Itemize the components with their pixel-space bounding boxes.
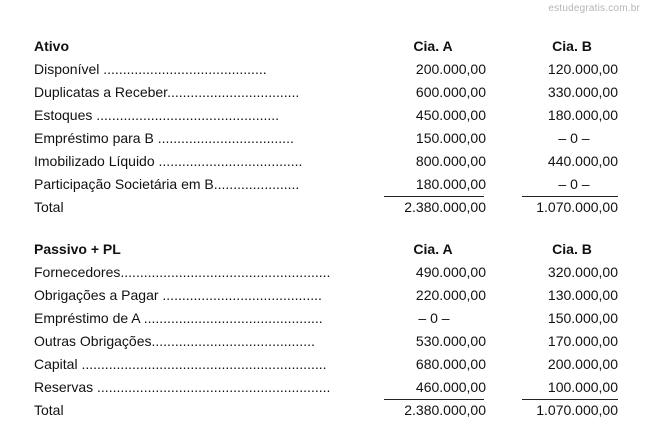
table-row [34,173,624,196]
table-row [34,150,624,173]
row-label: Reservas ............................................................ [34,379,331,395]
table-row [34,353,624,376]
passivo-header-row [34,238,624,261]
cia-b-value: 150.000,00 [547,310,618,326]
total-label: Total [34,199,64,215]
cia-a-value: 460.000,00 [415,379,486,395]
total-cia-a: 2.380.000,00 [404,199,486,215]
row-label: Estoques ............................................... [34,107,280,123]
cia-b-value: 170.000,00 [547,333,618,349]
cia-b-value: 100.000,00 [547,379,618,395]
row-label: Fornecedores...................................................... [34,264,331,280]
table-row [34,58,624,81]
ativo-header-label: Ativo [34,38,69,54]
cia-b-value: 200.000,00 [547,356,618,372]
table-row [34,376,624,399]
passivo-table [34,238,624,422]
ativo-table [34,35,624,219]
table-row [34,81,624,104]
cia-a-value: 450.000,00 [415,107,486,123]
row-label: Outras Obrigações.......................................... [34,333,315,349]
cia-a-value: 220.000,00 [415,287,486,303]
row-label: Obrigações a Pagar ......................................... [34,287,322,303]
total-cia-b: 1.070.000,00 [536,402,618,418]
passivo-header-cia-a: Cia. A [413,241,453,257]
cia-b-value: – 0 – [558,176,590,192]
total-cia-a: 2.380.000,00 [404,402,486,418]
cia-a-value: 680.000,00 [415,356,486,372]
table-row [34,284,624,307]
passivo-header-label: Passivo + PL [34,241,121,257]
cia-a-value: 800.000,00 [415,153,486,169]
table-row [34,307,624,330]
ativo-header-row [34,35,624,58]
total-row [34,399,624,422]
cia-b-value: 180.000,00 [547,107,618,123]
total-row [34,196,624,219]
total-cia-b: 1.070.000,00 [536,199,618,215]
table-row [34,261,624,284]
row-label: Duplicatas a Receber.................................. [34,84,300,100]
row-label: Empréstimo para B ................................... [34,130,294,146]
cia-a-value: 200.000,00 [415,61,486,77]
cia-b-value: 120.000,00 [547,61,618,77]
watermark: estudegratis.com.br [548,3,640,14]
row-label: Disponível .......................................... [34,61,267,77]
cia-a-value: 600.000,00 [415,84,486,100]
ativo-header-cia-b: Cia. B [552,38,592,54]
cia-b-value: 330.000,00 [547,84,618,100]
cia-a-value: – 0 – [418,310,450,326]
passivo-header-cia-b: Cia. B [552,241,592,257]
cia-a-value: 150.000,00 [415,130,486,146]
total-label: Total [34,402,64,418]
cia-b-value: 440.000,00 [547,153,618,169]
row-label: Participação Societária em B...................... [34,176,300,192]
table-row [34,330,624,353]
row-label: Capital ............................................................... [34,356,327,372]
ativo-header-cia-a: Cia. A [413,38,453,54]
cia-a-value: 530.000,00 [415,333,486,349]
cia-b-value: 320.000,00 [547,264,618,280]
cia-a-value: 180.000,00 [415,176,486,192]
cia-b-value: 130.000,00 [547,287,618,303]
table-row [34,104,624,127]
row-label: Imobilizado Líquido ..................................... [34,153,303,169]
cia-b-value: – 0 – [558,130,590,146]
row-label: Empréstimo de A .............................................. [34,310,323,326]
table-row [34,127,624,150]
cia-a-value: 490.000,00 [415,264,486,280]
